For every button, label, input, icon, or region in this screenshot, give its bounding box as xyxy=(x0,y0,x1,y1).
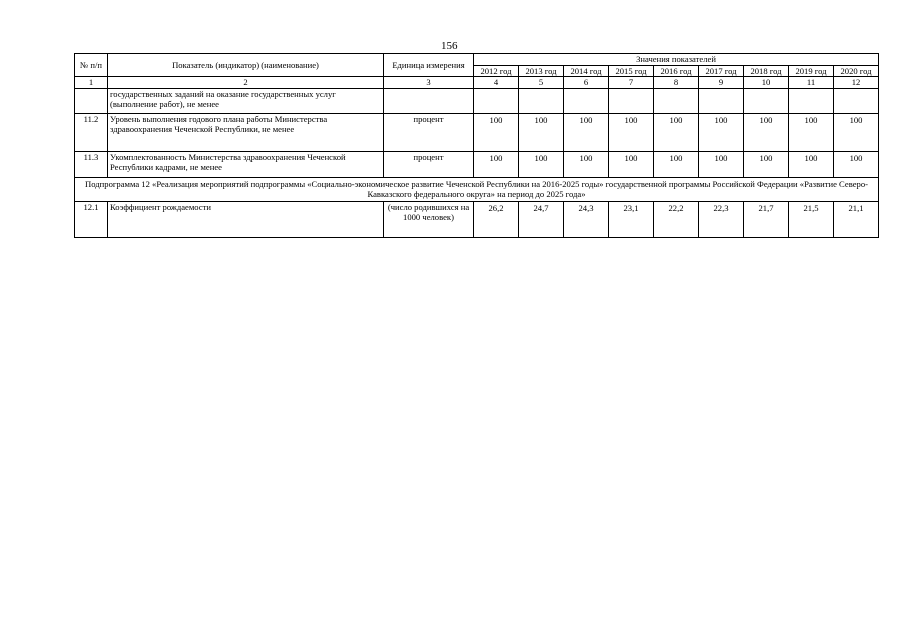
value-cell: 100 xyxy=(474,113,519,151)
value-cell: 100 xyxy=(834,151,879,177)
table-row xyxy=(75,151,879,177)
column-index-cell: 8 xyxy=(654,77,699,89)
value-cell: 100 xyxy=(519,151,564,177)
header-year: 2014 год xyxy=(564,65,609,77)
column-index-cell: 11 xyxy=(789,77,834,89)
value-cell: 100 xyxy=(564,113,609,151)
value-cell: 100 xyxy=(519,113,564,151)
rows2-body xyxy=(75,201,879,237)
table-header xyxy=(75,54,879,89)
column-index-cell: 7 xyxy=(609,77,654,89)
header-year: 2018 год xyxy=(744,65,789,77)
value-cell: 23,1 xyxy=(609,201,654,237)
header-year: 2013 год xyxy=(519,65,564,77)
indicator-name: Коэффициент рождаемости xyxy=(108,201,384,237)
row-number: 11.2 xyxy=(75,113,108,151)
value-cell: 100 xyxy=(699,151,744,177)
unit-cell xyxy=(384,88,474,113)
value-cell: 100 xyxy=(654,113,699,151)
value-cell: 24,3 xyxy=(564,201,609,237)
value-cell: 100 xyxy=(789,151,834,177)
value-cell xyxy=(789,88,834,113)
header-values-title: Значения показателей xyxy=(474,54,879,66)
value-cell: 100 xyxy=(789,113,834,151)
column-index-cell: 6 xyxy=(564,77,609,89)
value-cell xyxy=(474,88,519,113)
value-cell: 22,3 xyxy=(699,201,744,237)
row-number: 11.3 xyxy=(75,151,108,177)
table-row xyxy=(75,201,879,237)
value-cell: 21,7 xyxy=(744,201,789,237)
value-cell xyxy=(609,88,654,113)
header-year: 2020 год xyxy=(834,65,879,77)
indicator-name: Укомплектованность Министерства здравоохранения Чеченской Республики кадрами, не менее xyxy=(108,151,384,177)
subprogram-title: Подпрограмма 12 «Реализация мероприятий подпрограммы «Социально-экономическое развитие Чеченской Республики на 2016-2025 годы» государственной программы Российской Федерации «Развитие Северо-Кавказского федерального округа» на период до 2025 года» xyxy=(75,177,879,201)
subprogram-section xyxy=(75,177,879,201)
page-number: 156 xyxy=(441,40,458,52)
value-cell: 26,2 xyxy=(474,201,519,237)
header-year: 2016 год xyxy=(654,65,699,77)
value-cell: 24,7 xyxy=(519,201,564,237)
value-cell xyxy=(744,88,789,113)
value-cell: 100 xyxy=(609,113,654,151)
value-cell xyxy=(654,88,699,113)
header-year: 2017 год xyxy=(699,65,744,77)
indicator-name: государственных заданий на оказание государственных услуг (выполнение работ), не менее xyxy=(108,88,384,113)
value-cell xyxy=(834,88,879,113)
value-cell: 100 xyxy=(699,113,744,151)
header-year: 2019 год xyxy=(789,65,834,77)
value-cell: 100 xyxy=(654,151,699,177)
row-number xyxy=(75,88,108,113)
table-row xyxy=(75,113,879,151)
table-row xyxy=(75,88,879,113)
indicators-table xyxy=(74,53,879,238)
header-year: 2015 год xyxy=(609,65,654,77)
header-indicator: Показатель (индикатор) (наименование) xyxy=(108,54,384,77)
column-index-cell: 9 xyxy=(699,77,744,89)
value-cell: 100 xyxy=(564,151,609,177)
value-cell xyxy=(699,88,744,113)
column-index-cell: 1 xyxy=(75,77,108,89)
unit-cell: процент xyxy=(384,113,474,151)
rows-body xyxy=(75,88,879,177)
row-number: 12.1 xyxy=(75,201,108,237)
value-cell: 22,2 xyxy=(654,201,699,237)
column-index-cell: 4 xyxy=(474,77,519,89)
value-cell: 100 xyxy=(474,151,519,177)
value-cell: 100 xyxy=(834,113,879,151)
unit-cell: процент xyxy=(384,151,474,177)
unit-cell: (число родившихся на 1000 человек) xyxy=(384,201,474,237)
column-index-row xyxy=(75,77,879,89)
value-cell xyxy=(519,88,564,113)
column-index-cell: 12 xyxy=(834,77,879,89)
column-index-cell: 5 xyxy=(519,77,564,89)
value-cell: 100 xyxy=(744,113,789,151)
value-cell: 21,5 xyxy=(789,201,834,237)
value-cell: 100 xyxy=(744,151,789,177)
value-cell xyxy=(564,88,609,113)
column-index-cell: 3 xyxy=(384,77,474,89)
value-cell: 100 xyxy=(609,151,654,177)
indicator-name: Уровень выполнения годового плана работы Министерства здравоохранения Чеченской Республики, не менее xyxy=(108,113,384,151)
column-index-cell: 2 xyxy=(108,77,384,89)
column-index-cell: 10 xyxy=(744,77,789,89)
header-year: 2012 год xyxy=(474,65,519,77)
header-num: № п/п xyxy=(75,54,108,77)
header-unit: Единица измерения xyxy=(384,54,474,77)
value-cell: 21,1 xyxy=(834,201,879,237)
